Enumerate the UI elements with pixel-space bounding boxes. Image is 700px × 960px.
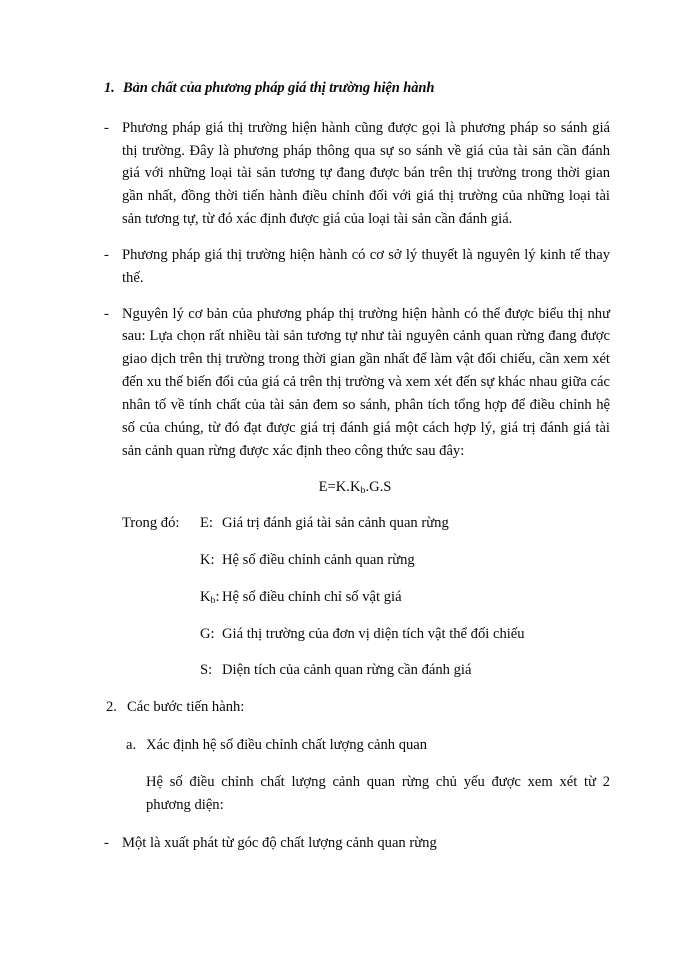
alpha-item-a-text: Xác định hệ số điều chỉnh chất lượng cảnh quan <box>146 737 428 754</box>
dash-bullet-icon: - <box>104 119 109 136</box>
bullet-paragraph-1-text: Phương pháp giá thị trường hiện hành cũng được gọi là phương pháp so sánh giá thị trường. Đây là phương pháp thông qua sự so sánh về giá của tài sản cần đánh giá với những loại tài sản tương tự đang được bán trên thị trường trong thời gian gần nhất, đồng thời tiến hành điều chỉnh đối với giá thị trường của những loại tài sản tương tự, từ đó xác định được giá của loại tài sản cần đánh giá. <box>122 119 610 228</box>
bullet-paragraph-2 <box>104 244 610 290</box>
alpha-item-a-marker: a. <box>126 737 137 754</box>
definition-value: Giá trị đánh giá tài sản cảnh quan rừng <box>222 515 449 532</box>
section-heading-text: Bản chất của phương pháp giá thị trường hiện hành <box>123 80 435 96</box>
bullet-paragraph-2-text: Phương pháp giá thị trường hiện hành có cơ sở lý thuyết là nguyên lý kinh tế thay thế. <box>122 246 610 286</box>
dash-bullet-icon: - <box>104 834 109 851</box>
definition-lead-label: Trong đó: <box>122 515 180 532</box>
numbered-item-2 <box>104 696 610 719</box>
dash-bullet-icon: - <box>104 246 109 263</box>
section-heading-1 <box>104 78 610 100</box>
definition-key: E: <box>200 515 213 532</box>
definition-value: Giá thị trường của đơn vị diện tích vật thể đối chiếu <box>222 625 525 642</box>
definition-row <box>104 512 610 535</box>
formula-lead: E=K.K <box>318 479 361 496</box>
formula-line <box>104 476 610 499</box>
bullet-paragraph-3 <box>104 303 610 463</box>
bullet-paragraph-4 <box>104 832 610 855</box>
definition-value: Hệ số điều chỉnh chỉ số vật giá <box>222 588 402 605</box>
definition-key-tail: : <box>215 588 220 605</box>
formula-tail: .G.S <box>365 479 392 496</box>
formula-subscript: b <box>360 485 366 497</box>
definition-row <box>104 623 610 646</box>
definition-row <box>104 659 610 682</box>
definition-key <box>200 586 222 609</box>
section-heading-number: 1. <box>104 80 115 96</box>
alpha-item-a <box>104 734 610 757</box>
definition-list <box>104 512 610 682</box>
definition-key: K: <box>200 552 215 568</box>
definition-value: Hệ số điều chỉnh cảnh quan rừng <box>222 552 415 568</box>
definition-row <box>104 586 610 609</box>
sub-paragraph: Hệ số điều chỉnh chất lượng cảnh quan rừng chủ yếu được xem xét từ 2 phương diện: <box>146 773 610 813</box>
document-body <box>104 78 610 867</box>
numbered-item-2-number: 2. <box>106 699 117 716</box>
definition-key: S: <box>200 662 213 679</box>
numbered-item-2-text: Các bước tiến hành: <box>127 699 245 716</box>
bullet-paragraph-4-text: Một là xuất phát từ góc độ chất lượng cảnh quan rừng <box>122 834 437 851</box>
definition-key-subscript: b <box>210 595 216 606</box>
definition-value: Diện tích của cảnh quan rừng cần đánh giá <box>222 662 472 679</box>
bullet-paragraph-3-text: Nguyên lý cơ bản của phương pháp thị trường hiện hành có thể được biểu thị như sau: Lựa chọn rất nhiều tài sản tương tự như tài nguyên cảnh quan rừng đang được giao dịch trên thị trường trong thời gian gần nhất để làm vật đối chiếu, cần xem xét đến xu thế biến đổi của giá cả trên thị trường và xem xét đến sự khác nhau giữa các nhân tố về tính chất của tài sản đem so sánh, phân tích tổng hợp để điều chỉnh hệ số của chúng, từ đó đạt được giá trị đánh giá một cách hợp lý, giá trị đánh giá tài sản cảnh quan rừng được xác định theo công thức sau đây: <box>122 305 610 459</box>
definition-key: G: <box>200 625 215 642</box>
bullet-paragraph-1 <box>104 117 610 231</box>
definition-key-base: K <box>200 588 211 605</box>
definition-row <box>104 549 610 572</box>
dash-bullet-icon: - <box>104 305 109 322</box>
